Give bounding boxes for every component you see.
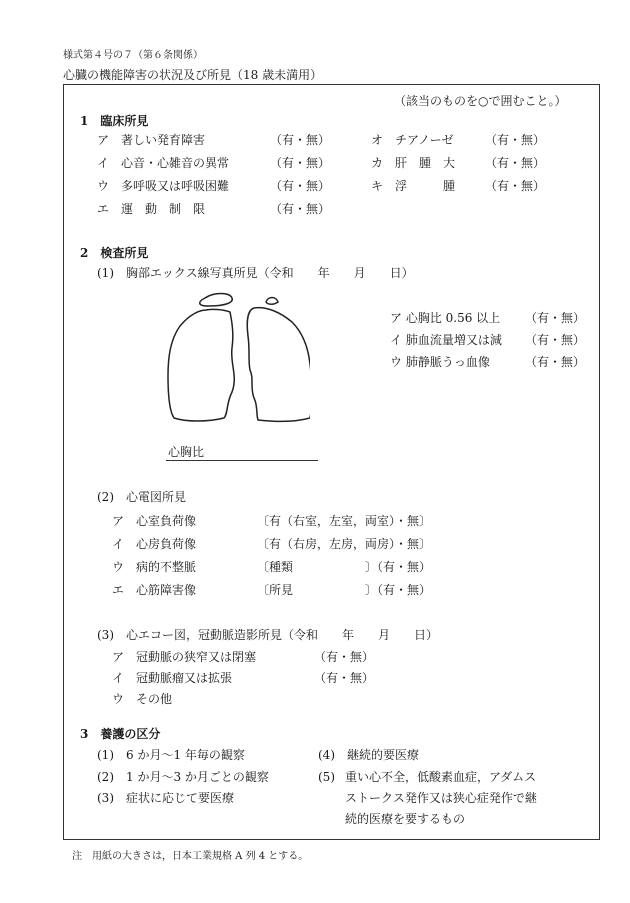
care-option-5-line: ストークス発作又は狭心症発作で継 xyxy=(345,791,537,805)
ecg-item-value[interactable]: 〔有（右房，左房，両房）・無〕 xyxy=(257,537,432,551)
clinical-item-choice[interactable]: （有・無） xyxy=(270,202,331,216)
left-upper-lung-outline xyxy=(266,298,278,305)
clinical-item-label: ウ 多呼吸又は呼吸困難 xyxy=(97,179,230,193)
right-upper-lung-outline xyxy=(200,294,233,307)
care-option-5-line: 重い心不全，低酸素血症，アダムス xyxy=(345,770,537,784)
care-option-5-line: 続的医療を要するもの xyxy=(345,812,466,826)
echo-subsection-title: (3) 心エコー図，冠動脈造影所見（令和 年 月 日） xyxy=(97,628,439,642)
ecg-item-value[interactable]: 〔有（右室，左室，両室）・無〕 xyxy=(257,514,432,528)
ecg-item-label: ウ 病的不整脈 xyxy=(112,560,197,574)
care-option[interactable]: (4) 継続的要医療 xyxy=(318,748,419,762)
ecg-item-label: ア 心室負荷像 xyxy=(112,514,197,528)
clinical-item-label: キ 浮 腫 xyxy=(371,179,456,193)
footnote: 注 用紙の大きさは，日本工業規格 A 列 4 とする。 xyxy=(72,851,309,862)
xray-finding-choice[interactable]: （有・無） xyxy=(525,333,586,347)
clinical-item-label: エ 運 動 制 限 xyxy=(97,202,206,216)
echo-item-label: ア 冠動脈の狭窄又は閉塞 xyxy=(112,650,257,664)
clinical-item-choice[interactable]: （有・無） xyxy=(270,179,331,193)
clinical-item-label: ア 著しい発育障害 xyxy=(97,133,206,147)
echo-item-choice[interactable]: （有・無） xyxy=(314,650,375,664)
xray-finding-choice[interactable]: （有・無） xyxy=(525,355,586,369)
ecg-item-label: イ 心房負荷像 xyxy=(112,537,197,551)
clinical-item-label: イ 心音・心雑音の異常 xyxy=(97,156,230,170)
echo-item-label: ウ その他 xyxy=(112,692,173,706)
xray-finding-choice[interactable]: （有・無） xyxy=(525,311,586,325)
clinical-item-choice[interactable]: （有・無） xyxy=(485,179,546,193)
xray-subsection-title: (1) 胸部エックス線写真所見（令和 年 月 日） xyxy=(97,266,414,280)
care-option[interactable]: (1) 6 か月～1 年毎の観察 xyxy=(97,748,245,762)
xray-finding-label: ア 心胸比 0.56 以上 xyxy=(390,311,501,325)
clinical-item-label: オ チアノーゼ xyxy=(371,133,454,147)
xray-finding-label: ウ 肺静脈うっ血像 xyxy=(390,355,490,369)
care-option-5-number[interactable]: (5) xyxy=(318,770,335,784)
instruction-note: （該当のものを○で囲むこと。） xyxy=(394,94,567,108)
section-heading-clinical: 1 臨床所見 xyxy=(80,114,149,128)
care-option[interactable]: (3) 症状に応じて要医療 xyxy=(97,791,234,805)
clinical-item-choice[interactable]: （有・無） xyxy=(270,156,331,170)
ecg-item-value[interactable]: 〔種類 〕（有・無） xyxy=(257,560,432,574)
echo-item-choice[interactable]: （有・無） xyxy=(314,671,375,685)
left-lung-outline xyxy=(247,308,310,422)
cardiothoracic-ratio-label: 心胸比 xyxy=(168,445,205,459)
clinical-item-choice[interactable]: （有・無） xyxy=(485,156,546,170)
xray-finding-label: イ 肺血流量増又は減 xyxy=(390,333,502,347)
cardiothoracic-ratio-field[interactable] xyxy=(166,460,318,461)
section-heading-care: 3 養護の区分 xyxy=(80,727,161,741)
right-lung-outline xyxy=(168,309,234,421)
echo-item-label: イ 冠動脈瘤又は拡張 xyxy=(112,671,233,685)
care-option[interactable]: (2) 1 か月～3 か月ごとの観察 xyxy=(97,770,269,784)
ecg-item-label: エ 心筋障害像 xyxy=(112,583,197,597)
ecg-subsection-title: (2) 心電図所見 xyxy=(97,490,186,504)
section-heading-exam: 2 検査所見 xyxy=(80,246,149,260)
clinical-item-choice[interactable]: （有・無） xyxy=(485,133,546,147)
chest-xray-diagram xyxy=(150,288,310,428)
clinical-item-choice[interactable]: （有・無） xyxy=(270,133,331,147)
ecg-item-value[interactable]: 〔所見 〕（有・無） xyxy=(257,583,432,597)
form-number: 様式第４号の７（第６条関係） xyxy=(63,50,203,61)
clinical-item-label: カ 肝 腫 大 xyxy=(371,156,456,170)
document-title: 心臓の機能障害の状況及び所見（18 歳未満用） xyxy=(63,68,323,82)
